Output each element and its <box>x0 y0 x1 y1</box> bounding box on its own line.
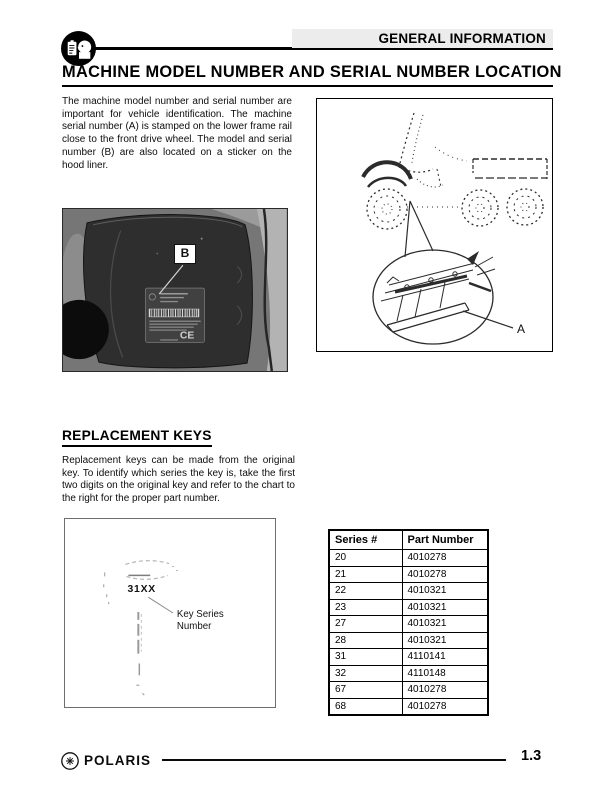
table-row <box>329 599 488 616</box>
key-series-callout-line2: Number <box>176 620 212 632</box>
hood-liner-photo <box>62 208 288 372</box>
table-row <box>329 698 488 715</box>
barcode <box>149 309 199 317</box>
replacement-keys-paragraph: Replacement keys can be made from the original key. To identify which series the key is, take the first two digits on the original key and refer to the chart to the right for the proper part number. <box>62 455 295 505</box>
intro-paragraph: The machine model number and serial number are important for vehicle identification. The machine serial number (A) is stamped on the lower frame rail close to the front drive wheel. The model and serial number (B) are also located on a sticker on the hood liner. <box>62 96 292 171</box>
series-header: Series # <box>329 530 402 550</box>
part-number-header: Part Number <box>402 530 488 550</box>
ce-mark: CE <box>179 330 195 342</box>
part-number-cell: 4010321 <box>402 632 488 649</box>
table-row <box>329 583 488 600</box>
table-row <box>329 616 488 633</box>
table-row <box>329 682 488 699</box>
part-number-cell: 4110141 <box>402 649 488 666</box>
footer-rule <box>162 759 506 761</box>
page-number: 1.3 <box>521 748 542 764</box>
series-cell: 23 <box>329 599 402 616</box>
key-series-figure <box>64 518 276 708</box>
vehicle-frame-diagram <box>317 99 551 350</box>
table-header-row <box>329 530 488 550</box>
part-number-cell: 4010278 <box>402 550 488 567</box>
section-banner-label: GENERAL INFORMATION <box>378 31 546 46</box>
series-cell: 32 <box>329 665 402 682</box>
hood-liner-photo-image <box>63 209 287 371</box>
series-cell: 67 <box>329 682 402 699</box>
part-number-cell: 4010321 <box>402 599 488 616</box>
part-number-cell: 4010321 <box>402 616 488 633</box>
part-number-cell: 4010278 <box>402 682 488 699</box>
series-cell: 21 <box>329 566 402 583</box>
brand-wordmark: POLARIS <box>84 753 152 768</box>
key-series-callout-line1: Key Series <box>176 608 224 620</box>
photo-label-b: B <box>174 244 196 264</box>
part-number-cell: 4110148 <box>402 665 488 682</box>
part-number-cell: 4010278 <box>402 566 488 583</box>
series-cell: 20 <box>329 550 402 567</box>
table-row <box>329 550 488 567</box>
series-cell: 28 <box>329 632 402 649</box>
serial-location-figure <box>316 98 553 352</box>
series-cell: 68 <box>329 698 402 715</box>
info-chapter-icon <box>61 31 96 66</box>
table-row <box>329 632 488 649</box>
series-cell: 22 <box>329 583 402 600</box>
page-title: MACHINE MODEL NUMBER AND SERIAL NUMBER LOCATION <box>62 63 553 87</box>
section-banner <box>292 29 553 48</box>
part-number-cell: 4010278 <box>402 698 488 715</box>
part-number-cell: 4010321 <box>402 583 488 600</box>
diagram-label-a: A <box>517 322 526 336</box>
serial-sticker <box>145 288 204 342</box>
replacement-keys-title: REPLACEMENT KEYS <box>62 428 212 447</box>
table-row <box>329 566 488 583</box>
series-cell: 27 <box>329 616 402 633</box>
polaris-logo-icon <box>60 751 80 771</box>
key-sketch <box>65 519 275 707</box>
key-series-stamp: 31XX <box>127 584 156 596</box>
key-part-table <box>328 529 489 716</box>
series-cell: 31 <box>329 649 402 666</box>
table-row <box>329 649 488 666</box>
table-row <box>329 665 488 682</box>
